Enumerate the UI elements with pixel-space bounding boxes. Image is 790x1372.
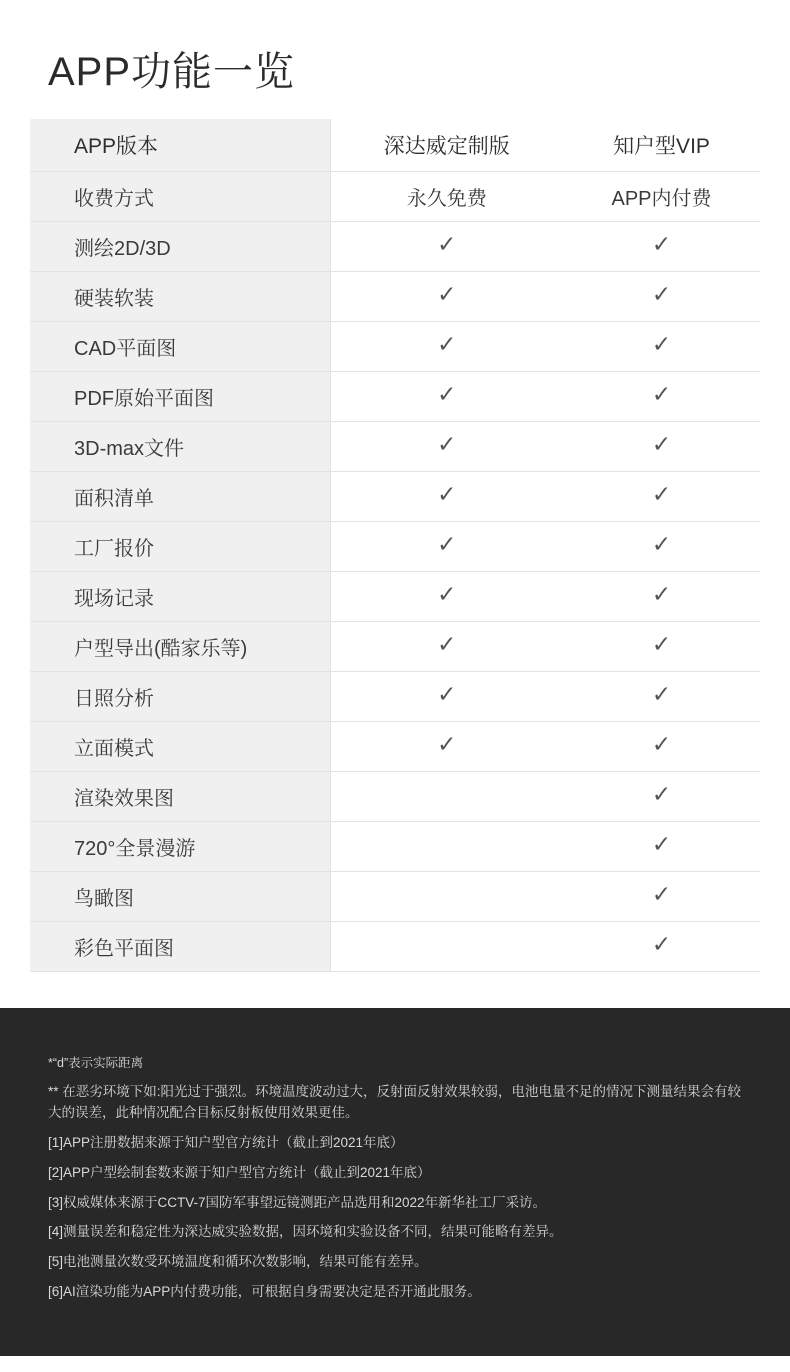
table-row xyxy=(30,421,760,471)
feature-label: 720°全景漫游 xyxy=(30,821,330,871)
check-glyph: ✓ xyxy=(651,832,672,858)
check-icon xyxy=(563,921,760,971)
check-icon xyxy=(563,871,760,921)
check-icon xyxy=(330,221,563,271)
check-glyph: ✓ xyxy=(651,932,672,958)
feature-value-empty xyxy=(330,871,563,921)
feature-label: 渲染效果图 xyxy=(30,771,330,821)
feature-value-empty xyxy=(330,771,563,821)
check-glyph: ✓ xyxy=(437,482,457,508)
feature-value: 永久免费 xyxy=(330,171,563,221)
check-glyph: ✓ xyxy=(437,582,457,608)
footnote-line: [5]电池测量次数受环境温度和循环次数影响，结果可能有差异。 xyxy=(48,1254,428,1270)
check-icon xyxy=(563,771,760,821)
check-icon xyxy=(330,421,563,471)
check-glyph: ✓ xyxy=(651,382,672,408)
check-icon xyxy=(563,721,760,771)
check-glyph: ✓ xyxy=(437,682,457,708)
table-row xyxy=(30,671,760,721)
check-icon xyxy=(330,571,563,621)
check-icon xyxy=(563,821,760,871)
check-icon xyxy=(330,521,563,571)
feature-label: 测绘2D/3D xyxy=(30,221,330,271)
check-icon xyxy=(563,621,760,671)
table-row xyxy=(30,371,760,421)
feature-value-empty xyxy=(330,921,563,971)
table-row xyxy=(30,521,760,571)
table-row xyxy=(30,471,760,521)
footnotes-section xyxy=(0,1008,790,1357)
feature-table-container xyxy=(0,119,790,972)
check-glyph: ✓ xyxy=(651,882,672,908)
footnote-line: [1]APP注册数据来源于知户型官方统计（截止到2021年底） xyxy=(48,1134,404,1150)
check-icon xyxy=(563,471,760,521)
table-row xyxy=(30,321,760,371)
feature-label: 现场记录 xyxy=(30,571,330,621)
page-title: APP功能一览 xyxy=(48,50,296,94)
check-glyph: ✓ xyxy=(437,232,457,258)
check-icon xyxy=(563,571,760,621)
feature-label: 彩色平面图 xyxy=(30,921,330,971)
footnote-line: [2]APP户型绘制套数来源于知户型官方统计（截止到2021年底） xyxy=(48,1164,431,1180)
check-icon xyxy=(563,321,760,371)
table-row xyxy=(30,571,760,621)
check-glyph: ✓ xyxy=(437,282,457,308)
check-icon xyxy=(330,721,563,771)
table-row xyxy=(30,221,760,271)
table-row xyxy=(30,171,760,221)
feature-label: 3D-max文件 xyxy=(30,421,330,471)
check-glyph: ✓ xyxy=(651,282,672,308)
table-row xyxy=(30,771,760,821)
feature-label: 立面模式 xyxy=(30,721,330,771)
check-glyph: ✓ xyxy=(651,482,672,508)
check-glyph: ✓ xyxy=(651,782,672,808)
check-glyph: ✓ xyxy=(437,532,457,558)
feature-label: 日照分析 xyxy=(30,671,330,721)
feature-comparison-table xyxy=(30,119,760,972)
table-row xyxy=(30,621,760,671)
check-glyph: ✓ xyxy=(437,632,457,658)
check-icon xyxy=(563,521,760,571)
feature-label: 工厂报价 xyxy=(30,521,330,571)
check-icon xyxy=(330,621,563,671)
table-row xyxy=(30,821,760,871)
check-glyph: ✓ xyxy=(651,332,672,358)
check-glyph: ✓ xyxy=(437,432,457,458)
table-row xyxy=(30,871,760,921)
check-icon xyxy=(330,321,563,371)
footnote-line: *“d”表示实际距离 xyxy=(48,1055,144,1070)
feature-label: 户型导出(酷家乐等) xyxy=(30,621,330,671)
check-icon xyxy=(330,271,563,321)
check-glyph: ✓ xyxy=(651,232,672,258)
feature-value: APP内付费 xyxy=(563,171,760,221)
footnote-line: [4]测量误差和稳定性为深达威实验数据，因环境和实验设备不同，结果可能略有差异。 xyxy=(48,1224,563,1240)
check-glyph: ✓ xyxy=(437,332,457,358)
feature-label: 鸟瞰图 xyxy=(30,871,330,921)
feature-value-empty xyxy=(330,821,563,871)
check-glyph: ✓ xyxy=(651,632,672,658)
table-header-cell: 深达威定制版 xyxy=(330,119,563,171)
check-icon xyxy=(563,221,760,271)
footnote-line: [3]权威媒体来源于CCTV-7国防军事望远镜测距产品选用和2022年新华社工厂采访。 xyxy=(48,1194,547,1210)
check-icon xyxy=(563,371,760,421)
feature-label: 收费方式 xyxy=(30,171,330,221)
table-header-cell: APP版本 xyxy=(30,119,330,171)
check-icon xyxy=(563,671,760,721)
check-glyph: ✓ xyxy=(651,582,672,608)
table-row xyxy=(30,271,760,321)
check-icon xyxy=(330,671,563,721)
check-icon xyxy=(563,421,760,471)
check-glyph: ✓ xyxy=(651,732,672,758)
footnote-line: ** 在恶劣环境下如:阳光过于强烈。环境温度波动过大，反射面反射效果较弱，电池电量不足的情况下测量结果会有较大的误差，此种情况配合目标反射板使用效果更佳。 xyxy=(48,1083,742,1120)
feature-label: CAD平面图 xyxy=(30,321,330,371)
check-glyph: ✓ xyxy=(651,532,672,558)
feature-label: PDF原始平面图 xyxy=(30,371,330,421)
table-row xyxy=(30,921,760,971)
table-header-cell: 知户型VIP xyxy=(563,119,760,171)
feature-label: 硬装软装 xyxy=(30,271,330,321)
check-glyph: ✓ xyxy=(651,682,672,708)
table-header-row xyxy=(30,119,760,171)
check-glyph: ✓ xyxy=(437,382,457,408)
feature-label: 面积清单 xyxy=(30,471,330,521)
check-glyph: ✓ xyxy=(437,732,457,758)
footnote-line: [6]AI渲染功能为APP内付费功能，可根据自身需要决定是否开通此服务。 xyxy=(48,1284,481,1300)
check-icon xyxy=(330,471,563,521)
check-glyph: ✓ xyxy=(651,432,672,458)
check-icon xyxy=(563,271,760,321)
check-icon xyxy=(330,371,563,421)
table-row xyxy=(30,721,760,771)
